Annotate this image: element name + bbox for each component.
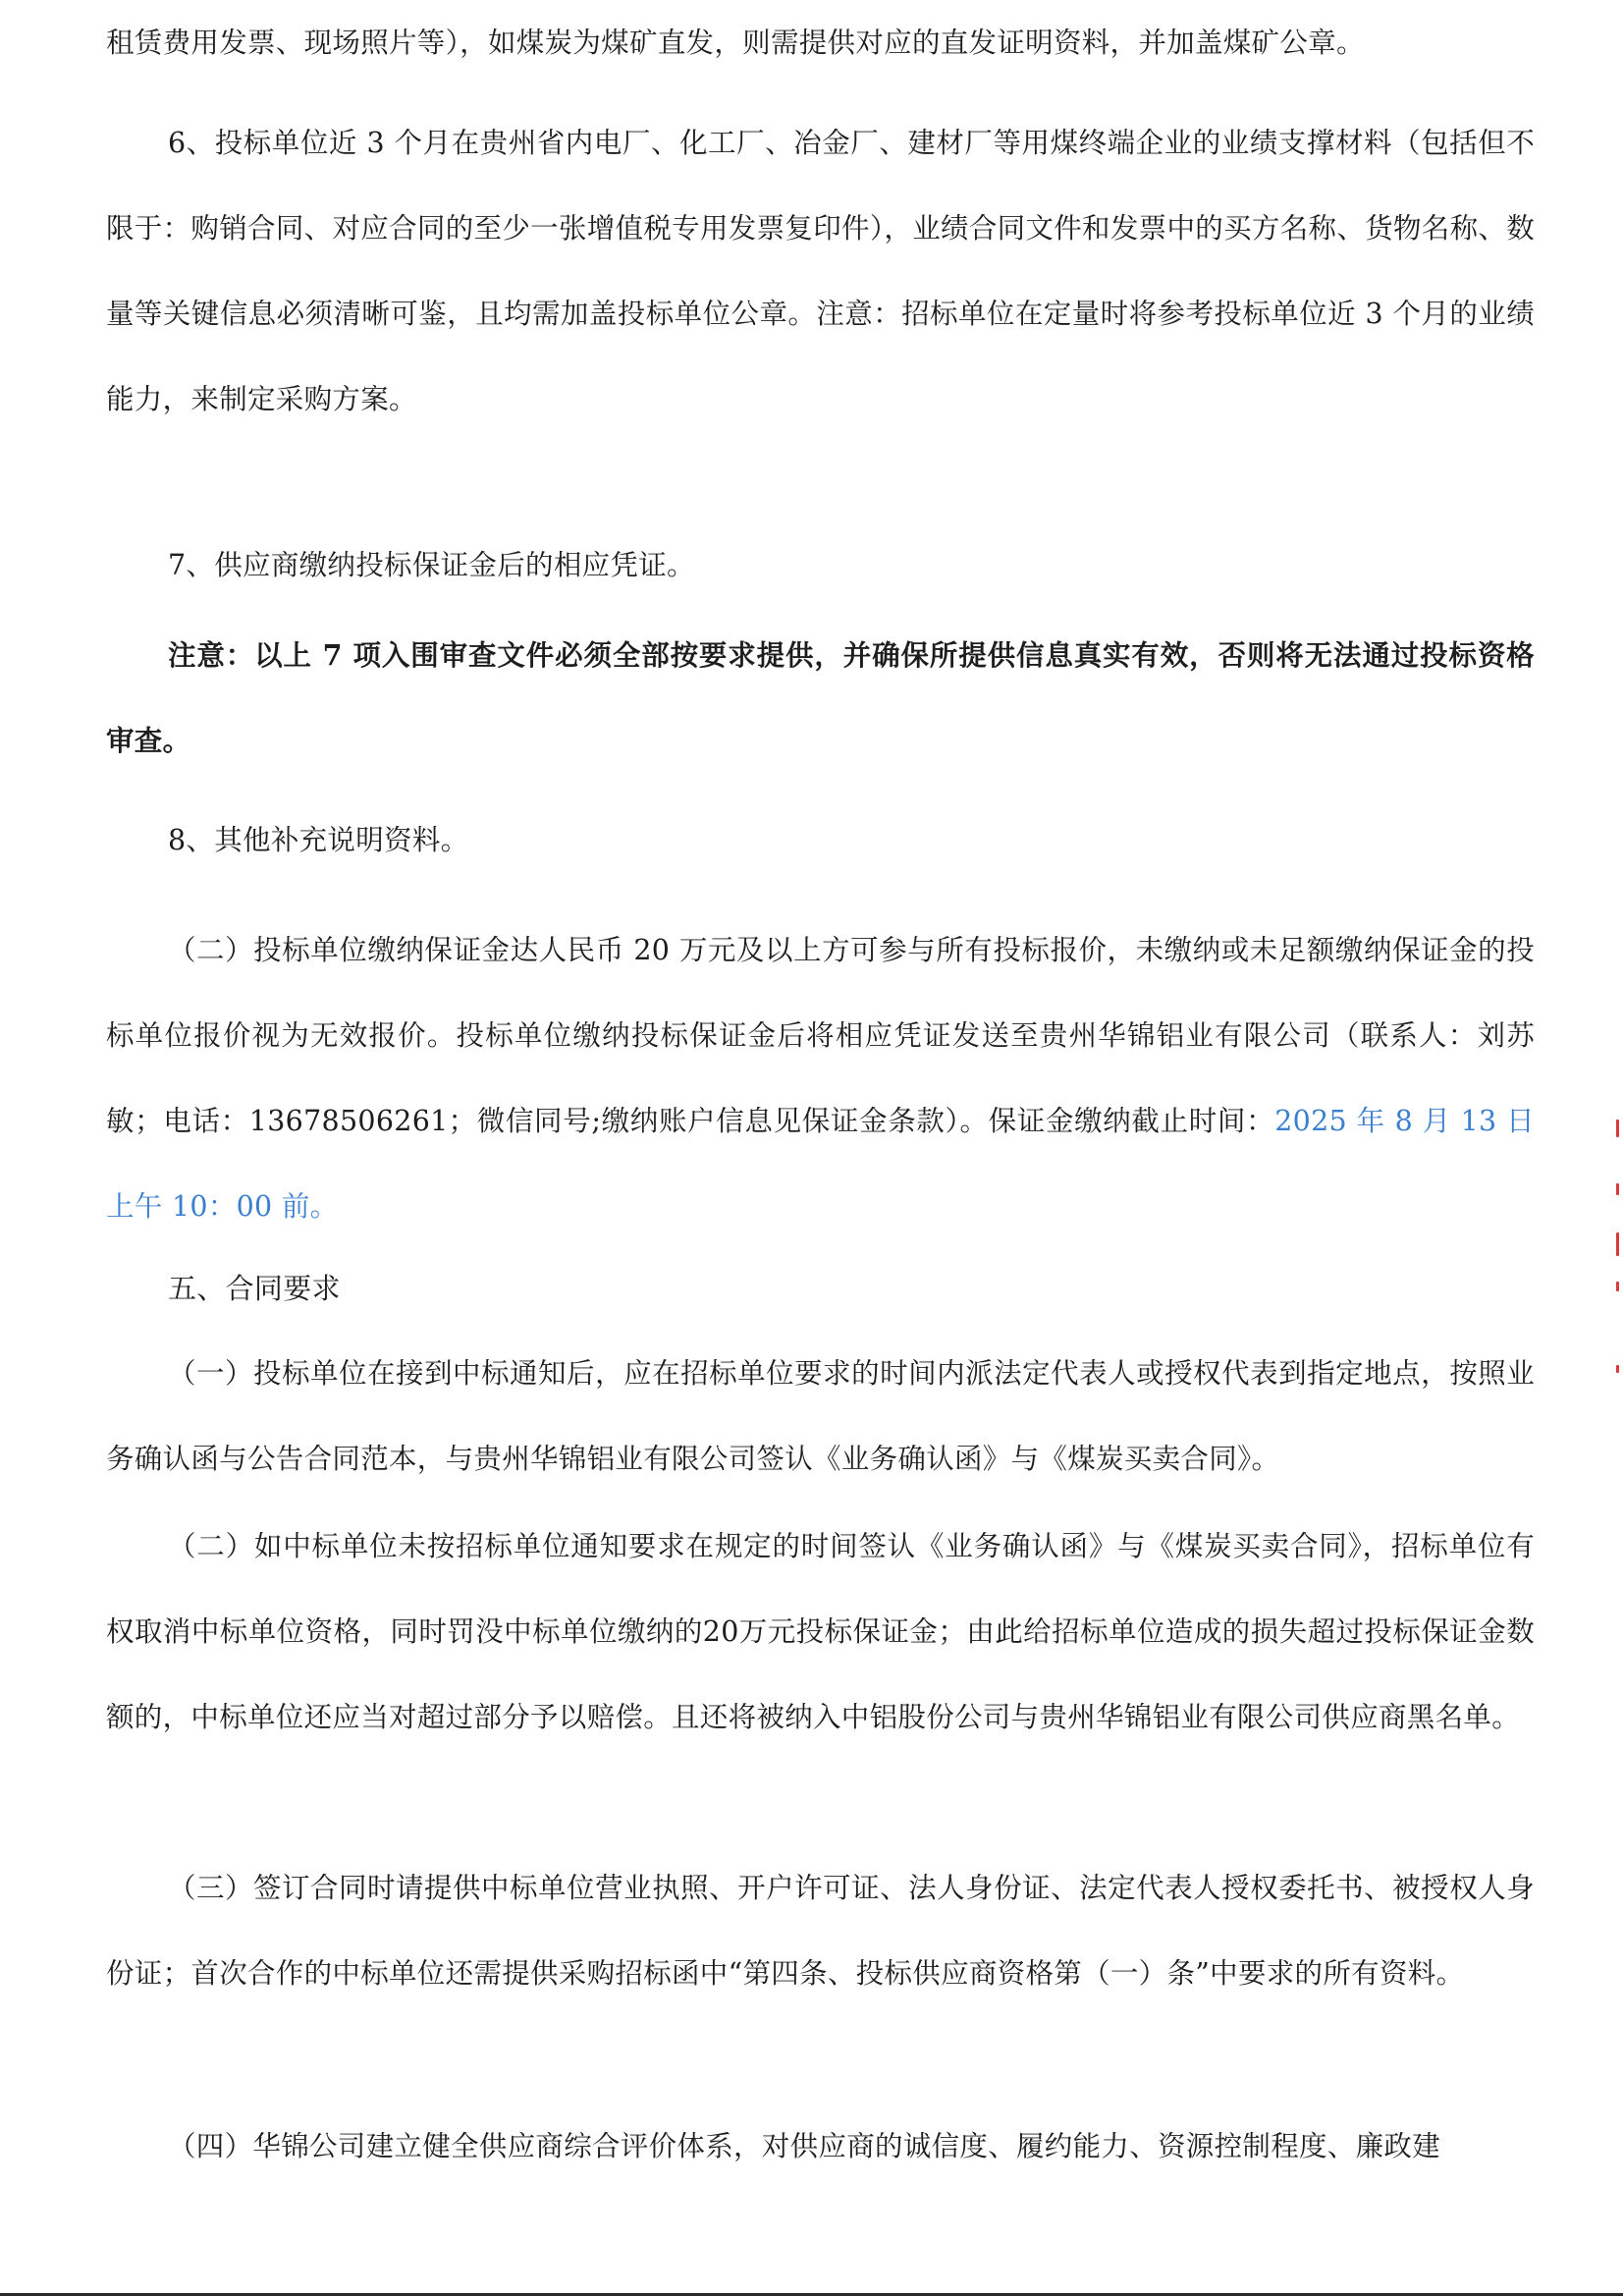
paragraph-rental-invoice: 租赁费用发票、现场照片等），如煤炭为煤矿直发，则需提供对应的直发证明资料，并加盖煤矿公章。 xyxy=(106,27,1365,59)
paragraph-contract-3: （三）签订合同时请提供中标单位营业执照、开户许可证、法人身份证、法定代表人授权委托书、被授权人身份证；首次合作的中标单位还需提供采购招标函中“第四条、投标供应商资格第（一）条”中要求的所有资料。 xyxy=(106,1872,1535,1990)
paragraph-contract-1: （一）投标单位在接到中标通知后，应在招标单位要求的时间内派法定代表人或授权代表到指定地点，按照业务确认函与公告合同范本，与贵州华锦铝业有限公司签认《业务确认函》与《煤炭买卖合同》。 xyxy=(106,1357,1535,1475)
paragraph-item-6: 6、投标单位近 3 个月在贵州省内电厂、化工厂、冶金厂、建材厂等用煤终端企业的业绩支撑材料（包括但不限于：购销合同、对应合同的至少一张增值税专用发票复印件），业绩合同文件和发票中的买方名称、货物名称、数量等关键信息必须清晰可鉴，且均需加盖投标单位公章。注意：招标单位在定量时将参考投标单位近 3 个月的业绩能力，来制定采购方案。 xyxy=(106,127,1535,415)
seal-edge-mark xyxy=(1616,1232,1619,1256)
seal-edge-mark xyxy=(1616,1120,1619,1137)
paragraph-notice: 注意：以上 7 项入围审查文件必须全部按要求提供，并确保所提供信息真实有效，否则将无法通过投标资格审查。 xyxy=(106,638,1535,757)
deposit-deadline: 2025 年 8 月 13 日上午 10：00 前。 xyxy=(106,1105,1535,1223)
section-title-contract-requirements: 五、合同要求 xyxy=(168,1272,341,1305)
seal-edge-mark xyxy=(1616,1282,1619,1291)
paragraph-item-8: 8、其他补充说明资料。 xyxy=(168,824,469,856)
seal-edge-mark xyxy=(1616,1183,1619,1195)
paragraph-contract-4: （四）华锦公司建立健全供应商综合评价体系，对供应商的诚信度、履约能力、资源控制程度、廉政建 xyxy=(168,2130,1441,2162)
paragraph-item-7: 7、供应商缴纳投标保证金后的相应凭证。 xyxy=(168,549,695,581)
seal-edge-mark xyxy=(1616,1365,1619,1373)
deposit-text: （二）投标单位缴纳保证金达人民币 20 万元及以上方可参与所有投标报价，未缴纳或未足额缴纳保证金的投标单位报价视为无效报价。投标单位缴纳投标保证金后将相应凭证发送至贵州华锦铝业有限公司（联系人：刘苏敏；电话：13678506261；微信同号;缴纳账户信息见保证金条款）。保证金缴纳截止时间： xyxy=(106,934,1535,1137)
paragraph-contract-2: （二）如中标单位未按招标单位通知要求在规定的时间签认《业务确认函》与《煤炭买卖合同》，招标单位有权取消中标单位资格，同时罚没中标单位缴纳的20万元投标保证金；由此给招标单位造成的损失超过投标保证金数额的，中标单位还应当对超过部分予以赔偿。且还将被纳入中铝股份公司与贵州华锦铝业有限公司供应商黑名单。 xyxy=(106,1530,1535,1733)
paragraph-deposit xyxy=(106,907,1535,1249)
